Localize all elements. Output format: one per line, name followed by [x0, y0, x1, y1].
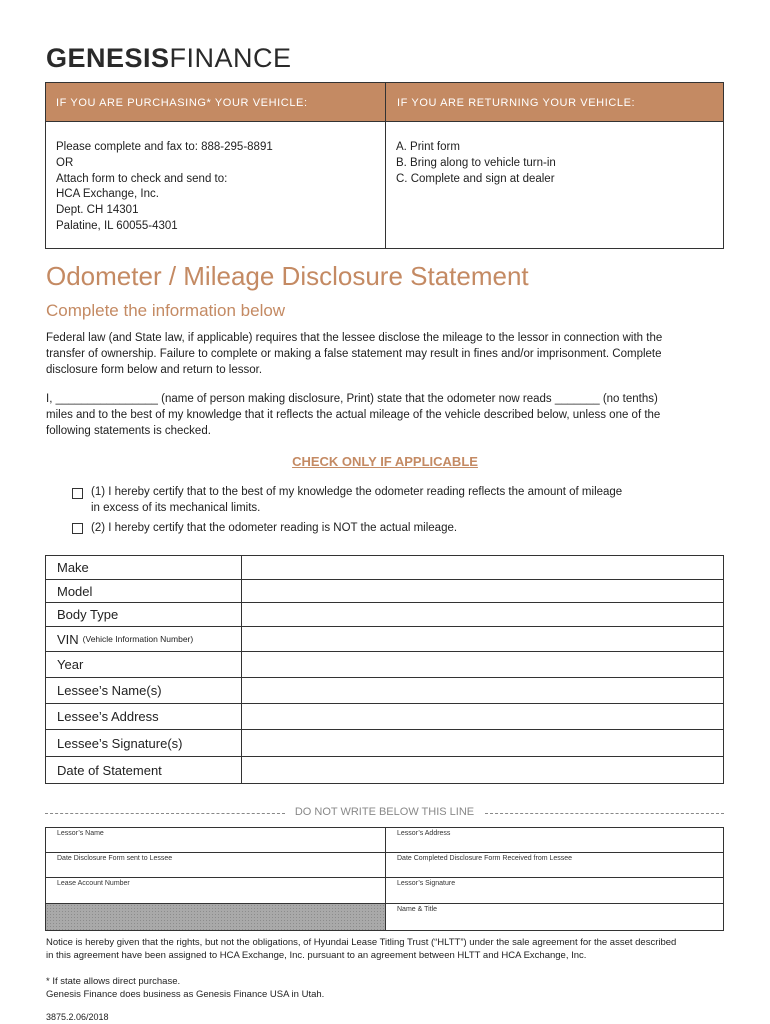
year-field[interactable] — [242, 652, 723, 677]
instructions-box — [45, 82, 724, 249]
lessor-use-table — [45, 827, 724, 931]
table-row — [46, 757, 723, 783]
assignment-notice — [46, 936, 676, 962]
intro-line: disclosure form below and return to lessor. — [46, 364, 263, 376]
vin-label — [46, 627, 242, 651]
statement-line: I, ________________ (name of person making disclosure, Print) state that the odometer now reads _______ (no tenths) — [46, 393, 658, 405]
returning-header: IF YOU ARE RETURNING YOUR VEHICLE: — [385, 83, 723, 121]
purchasing-header: IF YOU ARE PURCHASING* YOUR VEHICLE: — [46, 83, 385, 121]
make-field[interactable] — [242, 556, 723, 579]
statement-paragraph — [46, 391, 736, 439]
column-divider — [385, 121, 386, 248]
make-label: Make — [46, 556, 242, 579]
vin-note: (Vehicle Information Number) — [82, 634, 194, 644]
table-row — [46, 652, 723, 678]
date-of-statement-field[interactable] — [242, 757, 723, 783]
footnotes — [46, 975, 324, 1001]
returning-line: A. Print form — [396, 141, 460, 153]
lessee-name-label: Lessee’s Name(s) — [46, 678, 242, 703]
statement-text: in excess of its mechanical limits. — [91, 501, 261, 514]
do-not-write-label — [45, 806, 724, 818]
model-field[interactable] — [242, 580, 723, 602]
table-row — [46, 603, 723, 627]
statement-text: (1) I hereby certify that to the best of my knowledge the odometer reading reflects the amount of mileage — [91, 486, 623, 498]
table-row — [46, 580, 723, 603]
table-row — [46, 556, 723, 580]
date-received-cell[interactable]: Date Completed Disclosure Form Received from Lessee — [385, 853, 723, 877]
name-title-cell[interactable]: Name & Title — [385, 904, 723, 930]
statement-line: miles and to the best of my knowledge that it reflects the actual mileage of the vehicle described below, unless one of the — [46, 409, 661, 421]
body-type-field[interactable] — [242, 603, 723, 626]
lessee-address-label: Lessee’s Address — [46, 704, 242, 729]
purchasing-line: HCA Exchange, Inc. — [56, 188, 159, 201]
genesis-finance-logo — [46, 44, 292, 72]
table-row — [46, 853, 723, 878]
vin-label-text: VIN — [57, 631, 79, 647]
lessor-address-cell[interactable]: Lessor’s Address — [385, 828, 723, 852]
lessee-name-field[interactable] — [242, 678, 723, 703]
lessor-name-cell[interactable]: Lessor’s Name — [57, 830, 104, 837]
table-row — [46, 730, 723, 757]
lessee-signature-label: Lessee’s Signature(s) — [46, 730, 242, 756]
logo-light-text: FINANCE — [169, 43, 292, 73]
table-row — [46, 678, 723, 704]
lessee-signature-field[interactable] — [242, 730, 723, 756]
purchasing-instructions — [56, 140, 273, 235]
model-label: Model — [46, 580, 242, 602]
table-row — [46, 704, 723, 730]
footnote-line: Genesis Finance does business as Genesis Finance USA in Utah. — [46, 989, 325, 1000]
logo-bold-text: GENESIS — [46, 43, 170, 73]
vin-field[interactable] — [242, 627, 723, 651]
do-not-write-text: DO NOT WRITE BELOW THIS LINE — [289, 806, 480, 818]
page-title: Odometer / Mileage Disclosure Statement — [46, 261, 529, 291]
purchasing-line: OR — [56, 156, 74, 169]
not-actual-mileage-statement — [91, 521, 457, 537]
vehicle-info-table — [45, 555, 724, 784]
table-row — [46, 828, 723, 853]
check-only-if-applicable-heading: CHECK ONLY IF APPLICABLE — [292, 454, 478, 469]
date-of-statement-label: Date of Statement — [46, 757, 242, 783]
date-sent-cell[interactable]: Date Disclosure Form sent to Lessee — [57, 855, 173, 862]
intro-line: Federal law (and State law, if applicable) requires that the lessee disclose the mileage to the lessor in connection with the — [46, 332, 663, 344]
lease-account-cell[interactable]: Lease Account Number — [57, 880, 130, 887]
purchasing-line: Please complete and fax to: 888-295-8891 — [56, 141, 273, 153]
table-row — [46, 627, 723, 652]
do-not-write-divider — [45, 806, 724, 820]
lessee-address-field[interactable] — [242, 704, 723, 729]
not-actual-mileage-checkbox[interactable] — [72, 523, 83, 534]
table-row — [46, 904, 723, 930]
statement-text: (2) I hereby certify that the odometer reading is NOT the actual mileage. — [91, 522, 458, 534]
returning-instructions — [396, 140, 556, 187]
body-type-label: Body Type — [46, 603, 242, 626]
intro-paragraph — [46, 330, 736, 378]
footnote-line: * If state allows direct purchase. — [46, 976, 181, 987]
mechanical-limits-statement — [91, 485, 622, 516]
returning-line: C. Complete and sign at dealer — [396, 172, 555, 185]
notice-line: in this agreement have been assigned to HCA Exchange, Inc. pursuant to an agreement between HLTT and HCA Exchange, Inc. — [46, 950, 587, 961]
form-number: 3875.2.06/2018 — [46, 1012, 109, 1022]
purchasing-line: Dept. CH 14301 — [56, 204, 139, 217]
returning-line: B. Bring along to vehicle turn-in — [396, 156, 556, 169]
shaded-cell — [46, 904, 385, 930]
year-label: Year — [46, 652, 242, 677]
statement-line: following statements is checked. — [46, 425, 211, 437]
purchasing-line: Attach form to check and send to: — [56, 172, 228, 185]
notice-line: Notice is hereby given that the rights, but not the obligations, of Hyundai Lease Titling Trust (“HLTT”) under the sale agreement for the asset described — [46, 937, 677, 948]
page-subtitle: Complete the information below — [46, 301, 286, 320]
purchasing-line: Palatine, IL 60055-4301 — [56, 219, 178, 232]
mechanical-limits-checkbox[interactable] — [72, 488, 83, 499]
table-row — [46, 878, 723, 904]
intro-line: transfer of ownership. Failure to complete or making a false statement may result in fines and/or imprisonment. Complete — [46, 348, 662, 360]
lessor-signature-cell[interactable]: Lessor’s Signature — [385, 878, 723, 903]
